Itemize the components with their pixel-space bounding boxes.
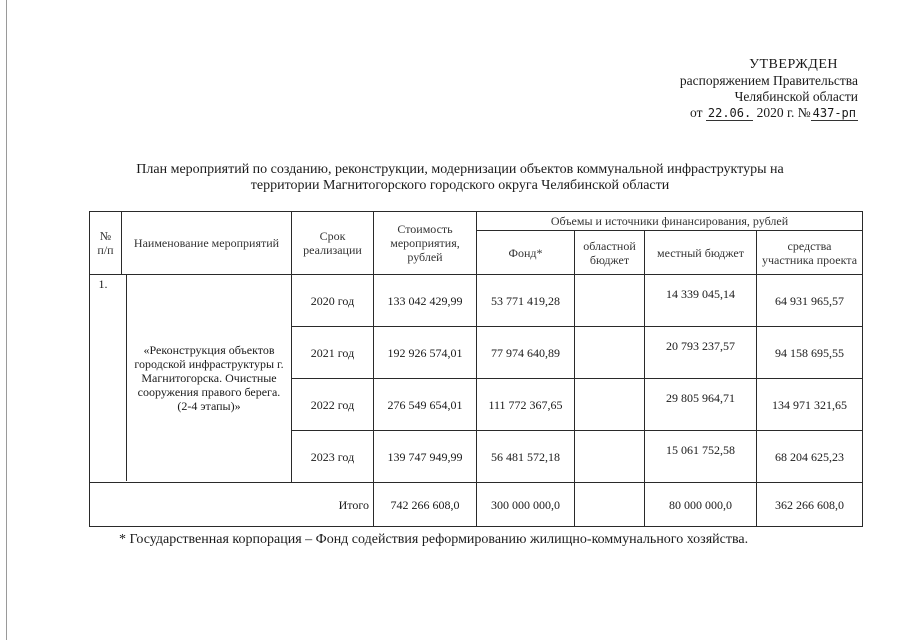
row-cost: 133 042 429,99 (374, 275, 477, 327)
row-cost: 139 747 949,99 (374, 431, 477, 483)
row-local: 29 805 964,71 (645, 379, 757, 431)
total-participant: 362 266 608,0 (757, 483, 863, 527)
header-cost: Стоимость мероприятия, рублей (374, 212, 477, 275)
approval-title: УТВЕРЖДЕН (749, 57, 838, 72)
item-name: «Реконструкция объектов городской инфраструктуры г. Магнитогорска. Очистные сооружения правого берега. (2-4 этапы)» (126, 275, 291, 481)
row-fund: 111 772 367,65 (477, 379, 575, 431)
table-row (90, 275, 863, 327)
document-title: План мероприятий по созданию, реконструкции, модернизации объектов коммунальной инфраструктуры на территории Магнитогорского городского округа Челябинской области (136, 162, 784, 193)
approval-stamp (680, 57, 858, 121)
row-cost: 192 926 574,01 (374, 327, 477, 379)
row-participant: 94 158 695,55 (757, 327, 863, 379)
header-local: местный бюджет (645, 231, 757, 275)
approval-date: 22.06. (707, 106, 752, 120)
row-regional (575, 379, 645, 431)
row-fund: 56 481 572,18 (477, 431, 575, 483)
approval-year: 2020 г. № (756, 105, 811, 120)
row-local: 15 061 752,58 (645, 431, 757, 483)
row-year: 2023 год (292, 431, 374, 483)
row-local: 14 339 045,14 (645, 275, 757, 327)
item-number: 1. (98, 277, 108, 291)
approval-date-prefix: от (690, 105, 703, 120)
row-year: 2022 год (292, 379, 374, 431)
total-regional (575, 483, 645, 527)
approval-date-line (680, 105, 858, 121)
total-row (90, 483, 863, 527)
row-local: 20 793 237,57 (645, 327, 757, 379)
row-regional (575, 275, 645, 327)
footnote: * Государственная корпорация – Фонд содействия реформированию жилищно-коммунального хозяйства. (119, 532, 749, 547)
header-regional: областной бюджет (575, 231, 645, 275)
header-fund: Фонд* (477, 231, 575, 275)
plan-table (89, 211, 863, 527)
table-header-row (90, 212, 863, 231)
total-label: Итого (90, 483, 374, 527)
row-participant: 68 204 625,23 (757, 431, 863, 483)
header-participant: средства участника проекта (757, 231, 863, 275)
row-fund: 77 974 640,89 (477, 327, 575, 379)
approval-authority: распоряжением Правительства (679, 73, 858, 88)
total-cost: 742 266 608,0 (374, 483, 477, 527)
item-cell (90, 275, 292, 483)
row-regional (575, 431, 645, 483)
header-term: Срок реализации (292, 212, 374, 275)
approval-region: Челябинской области (734, 89, 858, 104)
row-participant: 134 971 321,65 (757, 379, 863, 431)
header-name: Наименование мероприятий (122, 212, 292, 275)
row-year: 2021 год (292, 327, 374, 379)
total-local: 80 000 000,0 (645, 483, 757, 527)
row-cost: 276 549 654,01 (374, 379, 477, 431)
row-regional (575, 327, 645, 379)
row-participant: 64 931 965,57 (757, 275, 863, 327)
header-num: № п/п (90, 212, 122, 275)
page-margin-line (6, 0, 7, 640)
approval-number: 437-рп (812, 106, 856, 120)
header-funding-group: Объемы и источники финансирования, рублей (477, 212, 863, 231)
row-fund: 53 771 419,28 (477, 275, 575, 327)
row-year: 2020 год (292, 275, 374, 327)
total-fund: 300 000 000,0 (477, 483, 575, 527)
